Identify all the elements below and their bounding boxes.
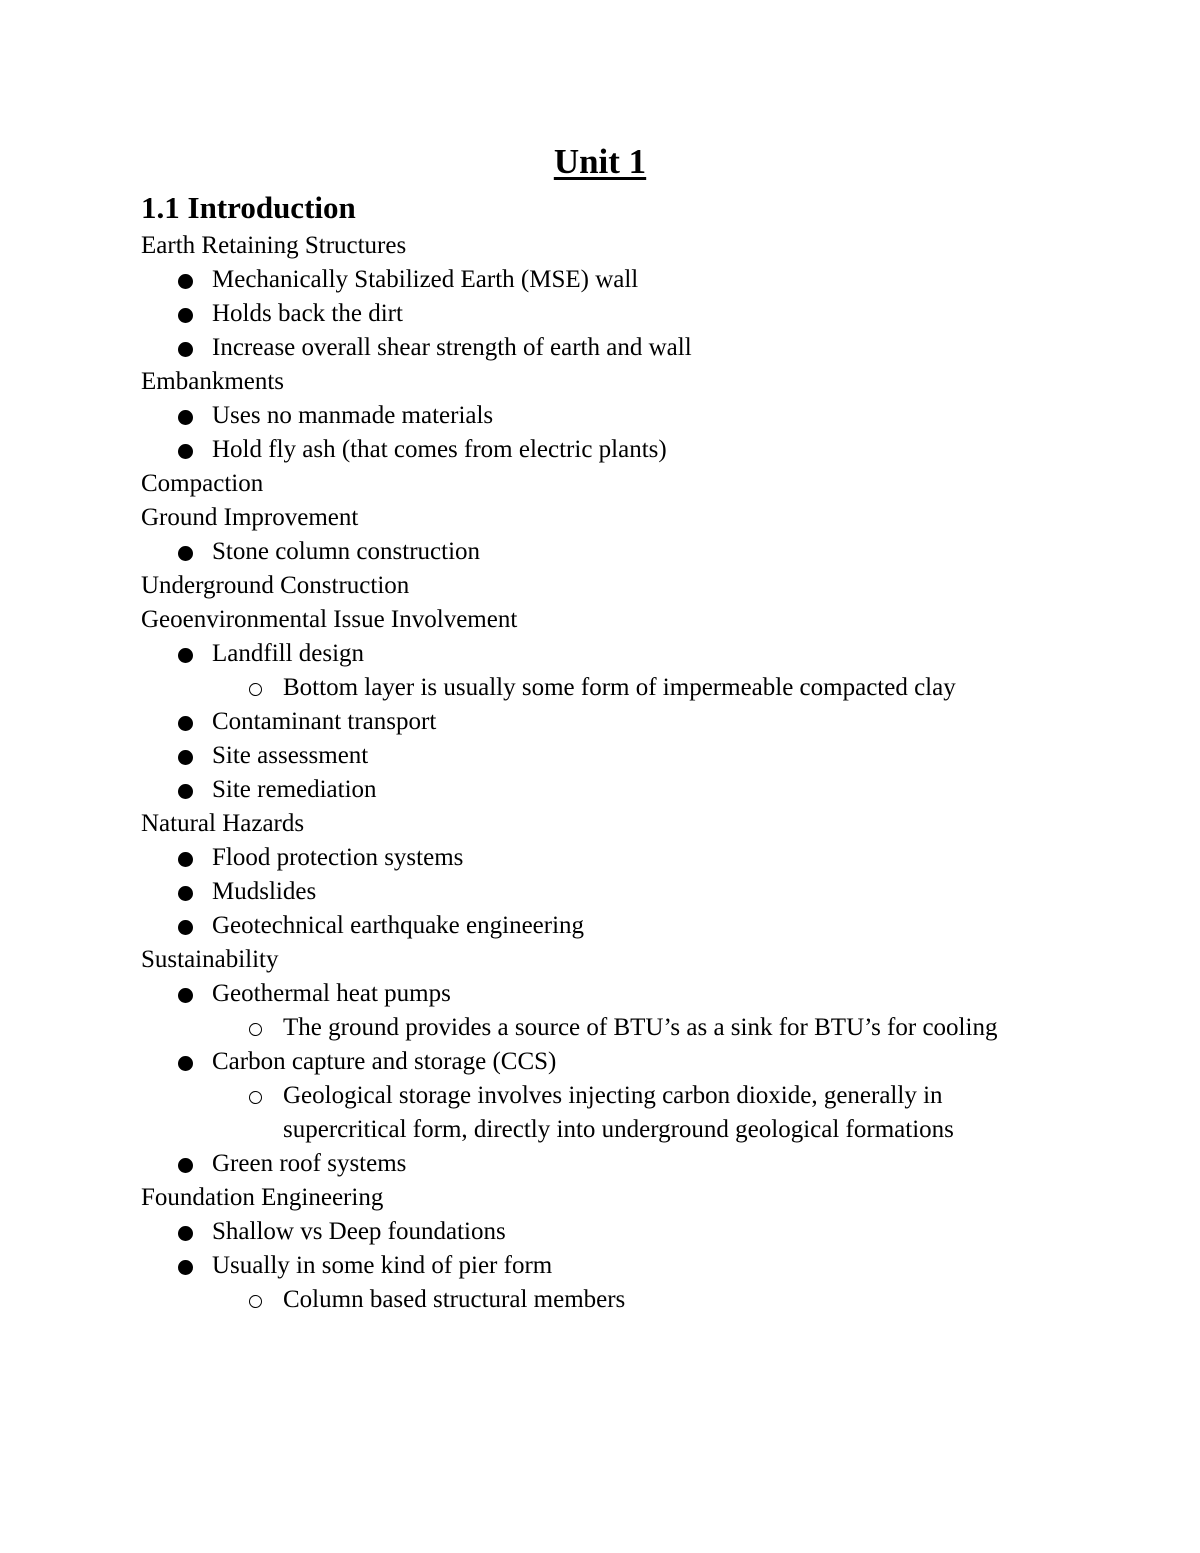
sub-bullet-item [283,1283,1200,1317]
topic-heading: Underground Construction [141,572,410,599]
bullet-dot-icon [178,988,193,1003]
bullet-dot-icon [178,750,193,765]
bullet-item-text: Contaminant transport [212,708,437,735]
bullet-item-text: Site assessment [212,742,369,769]
topic-heading: Sustainability [141,946,279,973]
bullet-item-text: Increase overall shear strength of earth and wall [212,334,692,361]
bullet-item [212,841,1200,875]
sub-bullet-item [283,1079,1200,1147]
bullet-item-text: Green roof systems [212,1150,407,1177]
topic-heading: Compaction [141,470,264,497]
bullet-item-text: Geothermal heat pumps [212,980,451,1007]
bullet-item [212,297,1200,331]
bullet-item-text: Geotechnical earthquake engineering [212,912,585,939]
bullet-item [212,875,1200,909]
hollow-circle-bullet-icon [249,1023,262,1036]
bullet-item [212,535,1200,569]
bullet-item [212,637,1200,671]
bullet-dot-icon [178,444,193,459]
bullet-item [212,399,1200,433]
bullet-item [212,1249,1200,1283]
bullet-item [212,1215,1200,1249]
topic-outline [0,229,1200,1317]
bullet-item-text: Mudslides [212,878,317,905]
bullet-dot-icon [178,308,193,323]
bullet-item [212,1045,1200,1079]
bullet-item [212,739,1200,773]
bullet-item-text: Mechanically Stabilized Earth (MSE) wall [212,266,639,293]
bullet-item [212,263,1200,297]
bullet-item [212,1147,1200,1181]
bullet-item-text: Landfill design [212,640,365,667]
sub-bullet-item [283,671,1200,705]
bullet-dot-icon [178,1158,193,1173]
topic-heading: Natural Hazards [141,810,305,837]
bullet-item-text: Stone column construction [212,538,481,565]
bullet-item-text: Uses no manmade materials [212,402,494,429]
sub-bullet-item [283,1011,1200,1045]
bullet-dot-icon [178,1226,193,1241]
bullet-item-text: Carbon capture and storage (CCS) [212,1048,557,1075]
bullet-item-text: Flood protection systems [212,844,464,871]
bullet-dot-icon [178,852,193,867]
bullet-dot-icon [178,1260,193,1275]
bullet-dot-icon [178,784,193,799]
bullet-item [212,433,1200,467]
topic-heading: Geoenvironmental Issue Involvement [141,606,518,633]
bullet-dot-icon [178,1056,193,1071]
hollow-circle-bullet-icon [249,683,262,696]
bullet-item-text: Holds back the dirt [212,300,403,327]
bullet-item [212,705,1200,739]
topic-heading: Earth Retaining Structures [141,232,407,259]
bullet-item [212,909,1200,943]
bullet-item [212,773,1200,807]
sub-bullet-item-text: Geological storage involves injecting carbon dioxide, generally in supercritical form, directly into underground geological formations [283,1082,954,1143]
sub-bullet-item-text: Column based structural members [283,1286,626,1313]
bullet-dot-icon [178,648,193,663]
bullet-dot-icon [178,546,193,561]
hollow-circle-bullet-icon [249,1295,262,1308]
bullet-item-text: Usually in some kind of pier form [212,1252,553,1279]
topic-heading: Foundation Engineering [141,1184,384,1211]
sub-bullet-item-text: The ground provides a source of BTU’s as a sink for BTU’s for cooling [283,1014,998,1041]
section-heading: 1.1 Introduction [141,190,356,225]
page-title: Unit 1 [553,142,647,181]
bullet-dot-icon [178,920,193,935]
sub-bullet-item-text: Bottom layer is usually some form of impermeable compacted clay [283,674,956,701]
bullet-dot-icon [178,716,193,731]
topic-heading: Embankments [141,368,285,395]
bullet-dot-icon [178,410,193,425]
bullet-item [212,977,1200,1011]
bullet-item-text: Shallow vs Deep foundations [212,1218,506,1245]
bullet-item [212,331,1200,365]
bullet-item-text: Site remediation [212,776,377,803]
bullet-dot-icon [178,274,193,289]
topic-heading: Ground Improvement [141,504,359,531]
bullet-dot-icon [178,342,193,357]
bullet-item-text: Hold fly ash (that comes from electric plants) [212,436,667,463]
hollow-circle-bullet-icon [249,1091,262,1104]
bullet-dot-icon [178,886,193,901]
